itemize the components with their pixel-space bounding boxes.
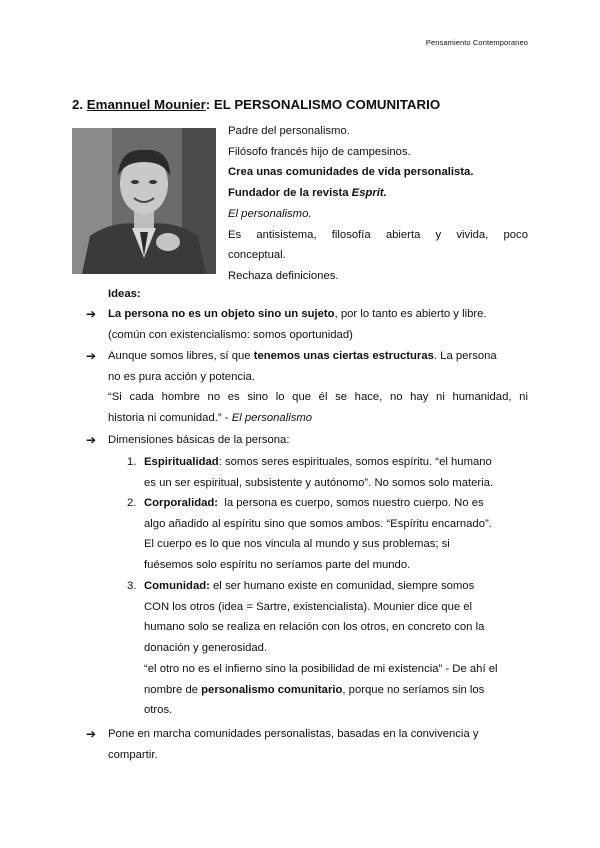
bio-line: Filósofo francés hijo de campesinos. (228, 145, 411, 158)
list-number: 1. (127, 456, 137, 468)
bullet-line (108, 304, 528, 325)
bio-line: conceptual. (228, 249, 286, 262)
bio-line: Crea unas comunidades de vida personalista. (228, 166, 474, 179)
word: vivida, (456, 228, 489, 241)
biography-lines (228, 121, 528, 287)
word: filosofía (331, 228, 371, 241)
bio-line: Padre del personalismo. (228, 125, 350, 137)
bold-text: La persona no es un objeto sino un sujeto (108, 308, 335, 320)
word: Es (228, 228, 242, 241)
dimension-item-2 (144, 493, 528, 576)
arrow-bullet-icon: ➔ (86, 349, 97, 363)
idea-bullet-2 (108, 346, 528, 429)
bullet-line: Dimensiones básicas de la persona: (108, 434, 290, 446)
bold-text: personalismo comunitario (201, 683, 343, 696)
dimension-item-3 (144, 576, 528, 721)
word: ni (519, 391, 528, 404)
item-line: fuésemos solo espíritu no seríamos parte del mundo. (144, 559, 411, 572)
text: nombre de (144, 683, 202, 696)
item-line: CON los otros (idea = Sartre, existencialista). Mounier dice que el (144, 600, 473, 613)
bullet-line: Pone en marcha comunidades personalistas, basadas en la convivencia y (108, 728, 479, 740)
running-header: Pensamiento Contemporaneo (425, 38, 528, 47)
arrow-bullet-icon: ➔ (86, 433, 97, 447)
word: sino (247, 391, 269, 404)
item-line: otros. (144, 704, 173, 717)
item-line: El cuerpo es lo que nos vincula al mundo y sus problemas; si (144, 538, 450, 551)
bold-text: Espiritualidad (144, 456, 219, 468)
book-title: El personalismo (231, 412, 313, 425)
item-line (144, 452, 528, 473)
section-title (72, 97, 440, 112)
item-line (144, 493, 528, 514)
list-number: 2. (127, 497, 137, 509)
bold-text: tenemos unas ciertas estructuras (253, 350, 434, 362)
word: humanidad, (452, 391, 512, 404)
text: Aunque somos libres, sí que (108, 350, 254, 362)
bullet-line: compartir. (108, 748, 158, 761)
text: el ser humano existe en comunidad, siempre somos (209, 580, 475, 592)
bio-line-justified (228, 225, 528, 246)
author-name: Emannuel Mounier (86, 97, 206, 112)
word: él (318, 391, 328, 404)
word: cada (129, 391, 154, 404)
text: la persona es cuerpo, somos nuestro cuerpo. No es (218, 497, 484, 509)
ideas-heading: Ideas: (108, 288, 141, 300)
word: hace, (354, 391, 383, 404)
word: antisistema, (256, 228, 317, 241)
bullet-line (108, 346, 528, 367)
word: que (292, 391, 312, 404)
item-line: donación y generosidad. (144, 642, 268, 655)
idea-bullet-3 (108, 430, 528, 451)
text: . La persona (433, 350, 497, 362)
section-number: 2. (72, 97, 84, 112)
item-line: es un ser espiritual, subsistente y autónomo”. No somos solo materia. (144, 476, 494, 489)
bullet-line: (común con existencialismo: somos oportunidad) (108, 328, 353, 341)
dimension-item-1 (144, 452, 528, 493)
word: lo (275, 391, 285, 404)
word: poco (503, 228, 528, 241)
word: no (207, 391, 221, 404)
word: no (389, 391, 403, 404)
section-title-rest: : EL PERSONALISMO COMUNITARIO (205, 97, 441, 112)
word: hay (410, 391, 429, 404)
quote-line-justified (108, 387, 528, 408)
word: “Si (108, 391, 122, 404)
bold-text: Comunidad: (144, 580, 210, 592)
bio-text: Fundador de la revista (228, 187, 352, 200)
bullet-line: no es pura acción y potencia. (108, 370, 255, 383)
word: abierta (385, 228, 421, 241)
bio-line: Rechaza definiciones. (228, 269, 339, 282)
item-line (144, 680, 528, 701)
list-number: 3. (127, 580, 137, 592)
text: : somos seres espirituales, somos espíritu. “el humano (218, 456, 492, 468)
word: ni (436, 391, 445, 404)
portrait-photo (72, 128, 216, 274)
quote-line (108, 408, 528, 429)
word: es (227, 391, 240, 404)
item-line: algo añadido al espíritu sino que somos ambos. “Espíritu encarnado”. (144, 517, 492, 530)
book-title: El personalismo. (228, 207, 312, 220)
text: , porque no seríamos sin los (342, 683, 485, 696)
idea-bullet-1 (108, 304, 528, 345)
item-line: “el otro no es el infierno sino la posibilidad de mi existencia” - De ahí el (144, 662, 498, 675)
item-line: humano solo se realiza en relación con los otros, en concreto con la (144, 621, 485, 634)
arrow-bullet-icon: ➔ (86, 727, 97, 741)
arrow-bullet-icon: ➔ (86, 307, 97, 321)
word: hombre (161, 391, 200, 404)
idea-bullet-4 (108, 724, 528, 765)
text: , por lo tanto es abierto y libre. (334, 308, 487, 320)
text: historia ni comunidad.” - (108, 412, 232, 425)
word: se (335, 391, 348, 404)
magazine-name: Esprit. (351, 187, 387, 200)
bold-text: Corporalidad: (144, 497, 219, 509)
bio-line (228, 183, 528, 204)
item-line (144, 576, 528, 597)
word: y (435, 228, 442, 241)
